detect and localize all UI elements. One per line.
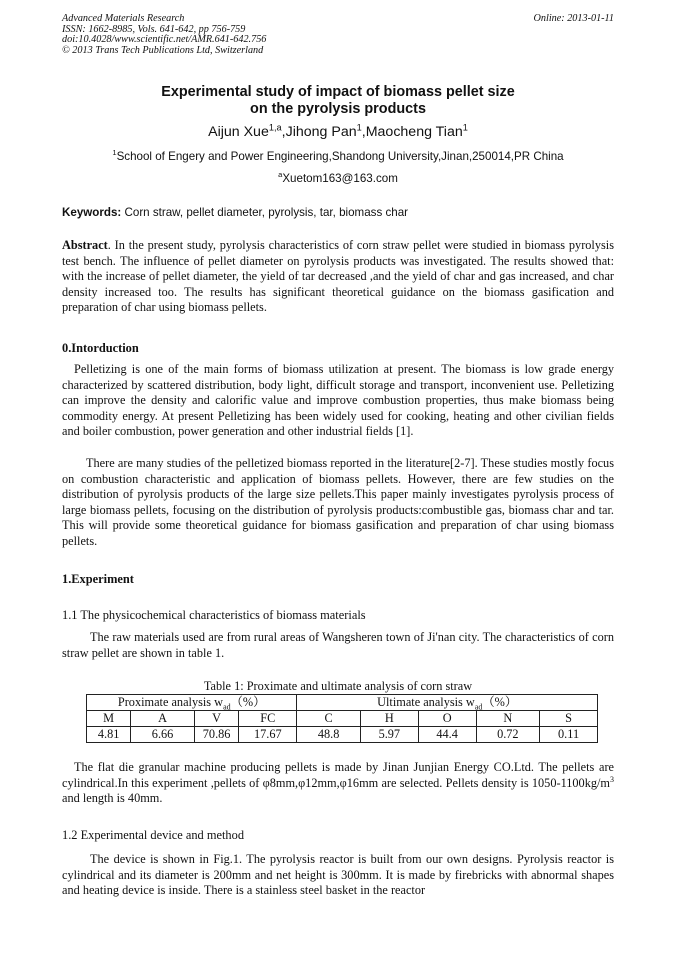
column-header: V (194, 711, 238, 727)
author-email: $^a$Xuetom163@163.com (278, 170, 398, 185)
journal-header (62, 14, 614, 56)
affiliation: $^1$School of Engery and Power Engineering,Shandong University,Jinan,250014,PR China (112, 148, 564, 163)
table-cell: 6.66 (131, 727, 195, 743)
experiment-paragraph-3: The device is shown in Fig.1. The pyrolysis reactor is built from our own designs. Pyrolysis reactor is cylindrical and its diameter is 200mm and net height is 300mm. It is made by firebricks with abnormal shapes and heating device is inside. There is a stainless steel basket in the reactor (62, 852, 614, 898)
proximate-ultimate-table (86, 694, 598, 743)
keywords-text: Corn straw, pellet diameter, pyrolysis, tar, biomass char (121, 206, 409, 219)
author-2: Jihong Pan (285, 124, 357, 140)
subsection-heading-1-2: 1.2 Experimental device and method (62, 828, 245, 842)
author-3-sup: 1 (462, 122, 468, 133)
column-header: N (476, 711, 540, 727)
doi-line: doi:10.4028/www.scientific.net/AMR.641-642.756 (62, 34, 267, 46)
intro-paragraph-1: Pelletizing is one of the main forms of biomass utilization at present. The biomass is low grade energy characterized by scattered distribution, body light, difficult storage and transport, inconvenient use. Pelletizing can improve the density and calorific value and improve combustion properties, thus make biomass being commodity energy. At present Pelletizing has been widely used for cooking, heating and other civilian fields and boiler combustion, power generation and other industrial fields [1]. (62, 362, 614, 439)
column-header: S (540, 711, 598, 727)
column-header: M (87, 711, 131, 727)
subsection-heading-1-1: 1.1 The physicochemical characteristics of biomass materials (62, 608, 366, 622)
author-list: Aijun Xue$^{1,a}$,Jihong Pan$^1$,Maocheng Tian$^1$ (208, 122, 468, 140)
online-date: Online: 2013-01-11 (533, 13, 614, 24)
ultimate-group-header: Ultimate analysis $w_{ad}(\%)$ (297, 695, 598, 711)
section-heading-introduction: 0.Intorduction (62, 341, 139, 355)
column-header: O (418, 711, 476, 727)
issn-line: ISSN: 1662-8985, Vols. 641-642, pp 756-759 (62, 23, 246, 35)
table-cell: 70.86 (194, 727, 238, 743)
author-2-sup: 1 (356, 122, 362, 133)
table-cell: 17.67 (239, 727, 297, 743)
experiment-paragraph-1: The raw materials used are from rural areas of Wangsheren town of Ji'nan city. The characteristics of corn straw pellet are shown in table 1. (62, 630, 614, 660)
column-header: A (131, 711, 195, 727)
journal-name: Advanced Materials Research (62, 13, 185, 24)
copyright-line: © 2013 Trans Tech Publications Ltd, Switzerland (62, 44, 264, 56)
author-1: Aijun Xue (208, 124, 269, 140)
table-cell: 4.81 (87, 727, 131, 743)
proximate-group-header: Proximate analysis $w_{ad}(\%)$ (87, 695, 297, 711)
author-3: Maocheng Tian (365, 124, 463, 140)
title-line-1: Experimental study of impact of biomass pellet size (161, 84, 515, 100)
table-cell: 48.8 (297, 727, 361, 743)
abstract (62, 238, 614, 316)
table-cell: 5.97 (360, 727, 418, 743)
intro-paragraph-2: There are many studies of the pelletized biomass reported in the literature[2-7]. These studies mostly focus on combustion characteristic and application of biomass pellets. However, there are few studies on the distribution of pyrolysis products of the large size pellets.This paper mainly investigates pyrolysis process of large biomass pellets, focusing on the distribution of pyrolysis products:combustible gas, biomass char and tar. This will provide some theoretical guidance for biomass gasification and preparation of char using biomass pellets. (62, 456, 614, 548)
table-cell: 0.72 (476, 727, 540, 743)
column-header: FC (239, 711, 297, 727)
column-header: C (297, 711, 361, 727)
keywords-label: Keywords: (62, 206, 122, 219)
keywords (62, 206, 614, 219)
table-caption: Table 1: Proximate and ultimate analysis of corn straw (203, 679, 473, 693)
abstract-label: Abstract (62, 238, 108, 252)
title-line-2: on the pyrolysis products (250, 101, 426, 117)
table-row (87, 727, 598, 743)
author-1-sup: 1,a (268, 122, 282, 133)
section-heading-experiment: 1.Experiment (62, 572, 134, 586)
table-cell: 44.4 (418, 727, 476, 743)
table-cell: 0.11 (540, 727, 598, 743)
table-column-header-row (87, 711, 598, 727)
column-header: H (360, 711, 418, 727)
paper-title (62, 84, 614, 118)
experiment-paragraph-2: The flat die granular machine producing pellets is made by Jinan Junjian Energy CO.Ltd. The pellets are cylindrical.In this experiment ,pellets of φ8mm,φ12mm,φ16mm are selected. Pellets density is $1050-1100kg/m^3$ and length is 40mm. (62, 760, 614, 806)
table-group-header-row (87, 695, 598, 711)
abstract-text: . In the present study, pyrolysis characteristics of corn straw pellet were studied in biomass pyrolysis test bench. The influence of pellet diameter on pyrolysis products was investigated. The results showed that: with the increase of pellet diameter, the yield of tar decreased ,and the yield of char and gas increased, and char density increased too. The results has significant theoretical guidance on the biomass gasification and preparation of char using biomass pellets. (62, 238, 614, 315)
